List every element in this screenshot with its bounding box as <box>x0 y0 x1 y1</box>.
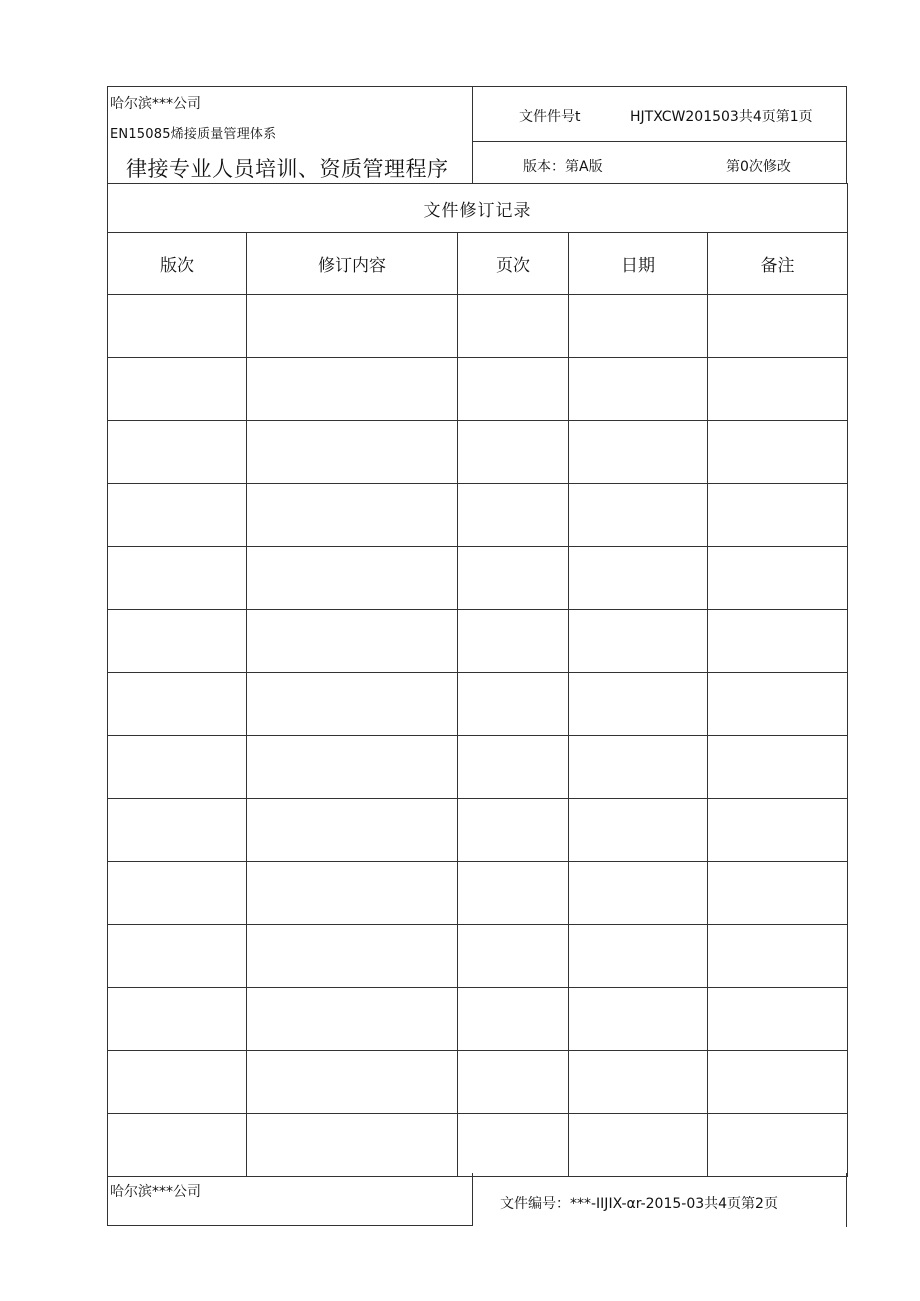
table-cell <box>108 358 247 421</box>
table-cell <box>569 295 708 358</box>
table-row <box>108 1051 848 1114</box>
document-footer <box>107 1173 847 1227</box>
column-header-page: 页次 <box>458 233 569 295</box>
table-cell <box>247 1051 458 1114</box>
footer-left-cell <box>107 1173 473 1226</box>
table-row <box>108 862 848 925</box>
table-cell <box>458 547 569 610</box>
table-row <box>108 421 848 484</box>
header-right-cell <box>472 87 847 184</box>
table-cell <box>708 358 848 421</box>
document-title: 律接专业人员培训、资质管理程序 <box>126 157 449 181</box>
table-caption-row <box>108 184 848 233</box>
table-cell <box>569 736 708 799</box>
table-cell <box>108 862 247 925</box>
table-cell <box>108 1114 247 1177</box>
table-cell <box>247 484 458 547</box>
table-cell <box>569 610 708 673</box>
table-row <box>108 925 848 988</box>
table-cell <box>247 799 458 862</box>
revision-record-table <box>107 183 848 1177</box>
footer-doc-number: 文件编号：***-IIJIX-αr-2015-03共4页第2页 <box>500 1196 778 1212</box>
table-cell <box>458 799 569 862</box>
table-cell <box>458 1114 569 1177</box>
table-cell <box>458 736 569 799</box>
table-cell <box>708 610 848 673</box>
table-cell <box>458 295 569 358</box>
table-row <box>108 673 848 736</box>
table-cell <box>247 1114 458 1177</box>
table-cell <box>247 988 458 1051</box>
doc-number-value: HJTXCW201503共4页第1页 <box>630 109 813 125</box>
quality-system-name: EN15085烯接质量管理体系 <box>110 127 277 142</box>
table-cell <box>569 862 708 925</box>
table-cell <box>108 547 247 610</box>
table-cell <box>458 988 569 1051</box>
table-cell <box>708 862 848 925</box>
table-row <box>108 484 848 547</box>
table-cell <box>569 1114 708 1177</box>
version-text: 版本：第A版 <box>523 159 603 175</box>
document-header <box>107 86 847 183</box>
table-cell <box>247 421 458 484</box>
table-cell <box>247 610 458 673</box>
table-cell <box>708 1051 848 1114</box>
table-cell <box>708 547 848 610</box>
footer-right-border <box>846 1173 847 1227</box>
table-cell <box>108 484 247 547</box>
table-row <box>108 295 848 358</box>
table-cell <box>108 421 247 484</box>
document-page <box>107 86 847 1227</box>
column-header-date: 日期 <box>569 233 708 295</box>
table-cell <box>108 295 247 358</box>
table-cell <box>708 421 848 484</box>
table-row <box>108 610 848 673</box>
table-cell <box>458 673 569 736</box>
table-cell <box>108 988 247 1051</box>
table-cell <box>569 421 708 484</box>
table-cell <box>108 1051 247 1114</box>
table-cell <box>458 484 569 547</box>
table-cell <box>108 736 247 799</box>
table-cell <box>108 799 247 862</box>
table-cell <box>569 1051 708 1114</box>
doc-number-label: 文件件号t <box>519 109 581 125</box>
table-cell <box>569 925 708 988</box>
table-cell <box>458 610 569 673</box>
table-cell <box>247 358 458 421</box>
table-cell <box>247 862 458 925</box>
table-cell <box>708 673 848 736</box>
table-cell <box>247 736 458 799</box>
doc-number-row <box>472 87 847 142</box>
column-header-remarks: 备注 <box>708 233 848 295</box>
table-caption: 文件修订记录 <box>108 184 848 233</box>
table-row <box>108 799 848 862</box>
table-cell <box>247 547 458 610</box>
table-cell <box>569 547 708 610</box>
table-cell <box>247 925 458 988</box>
table-cell <box>708 484 848 547</box>
table-cell <box>247 673 458 736</box>
table-row <box>108 1114 848 1177</box>
table-cell <box>247 295 458 358</box>
table-cell <box>108 673 247 736</box>
header-left-cell <box>108 87 473 184</box>
table-cell <box>458 862 569 925</box>
table-cell <box>458 1051 569 1114</box>
revision-text: 第0次修改 <box>726 159 791 175</box>
table-cell <box>108 610 247 673</box>
table-cell <box>569 799 708 862</box>
table-cell <box>108 925 247 988</box>
table-row <box>108 736 848 799</box>
table-cell <box>569 484 708 547</box>
table-cell <box>569 358 708 421</box>
table-cell <box>708 1114 848 1177</box>
table-cell <box>458 358 569 421</box>
table-cell <box>708 925 848 988</box>
table-cell <box>458 925 569 988</box>
column-header-edition: 版次 <box>108 233 247 295</box>
table-cell <box>708 988 848 1051</box>
table-cell <box>569 988 708 1051</box>
company-name: 哈尔滨***公司 <box>110 96 201 112</box>
table-row <box>108 358 848 421</box>
table-header-row <box>108 233 848 295</box>
table-cell <box>458 421 569 484</box>
table-cell <box>708 799 848 862</box>
table-row <box>108 988 848 1051</box>
column-header-content: 修订内容 <box>247 233 458 295</box>
table-row <box>108 547 848 610</box>
footer-company-name: 哈尔滨***公司 <box>110 1184 201 1200</box>
table-cell <box>569 673 708 736</box>
table-cell <box>708 295 848 358</box>
table-cell <box>708 736 848 799</box>
